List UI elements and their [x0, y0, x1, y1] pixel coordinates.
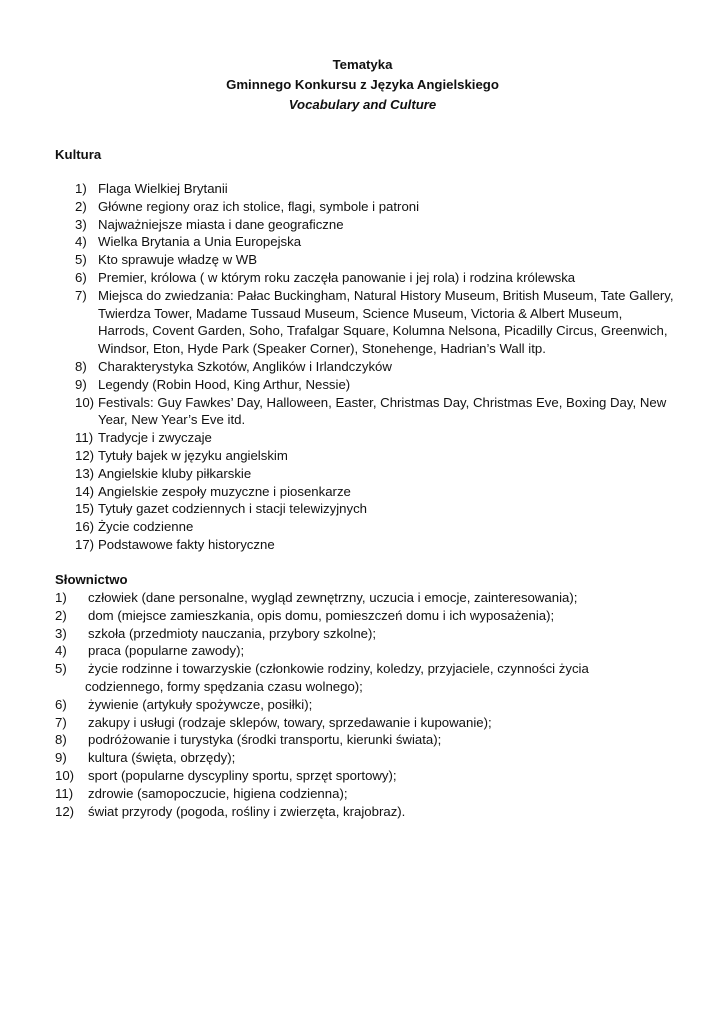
document-header [0, 55, 725, 115]
list-item [55, 625, 675, 643]
list-item-text: człowiek (dane personalne, wygląd zewnętrzny, uczucia i emocje, zainteresowania); [88, 590, 578, 605]
list-item-number: 7) [55, 714, 67, 730]
list-item-text: Tytuły gazet codziennych i stacji telewizyjnych [98, 501, 367, 517]
list-item [75, 536, 675, 554]
list-item-number: 5) [55, 661, 67, 677]
list-item-text: Legendy (Robin Hood, King Arthur, Nessie) [98, 376, 351, 392]
list-item-number: 1) [55, 590, 67, 605]
list-item [55, 696, 675, 714]
list-item [75, 376, 675, 394]
list-item [55, 731, 675, 749]
list-item [55, 749, 675, 767]
list-item [75, 198, 675, 216]
list-item [75, 287, 675, 358]
list-item [75, 233, 675, 251]
culture-list [75, 180, 675, 554]
list-item-number: 14) [75, 483, 95, 499]
vocabulary-list [55, 589, 675, 820]
list-item-number: 12) [55, 803, 75, 819]
list-item [55, 642, 675, 660]
list-item-text: praca (popularne zawody); [88, 643, 245, 659]
list-item [55, 660, 675, 696]
document-title: Tematyka [332, 57, 393, 72]
list-item-number: 3) [75, 216, 87, 232]
list-item-number: 10) [55, 767, 75, 783]
list-item-text: Charakterystyka Szkotów, Anglików i Irlandczyków [98, 358, 392, 374]
list-item-number: 12) [75, 447, 95, 463]
list-item-text: Flaga Wielkiej Brytanii [98, 181, 228, 196]
list-item-text: żywienie (artykuły spożywcze, posiłki); [88, 696, 313, 712]
list-item-number: 11) [55, 785, 74, 801]
list-item-number: 5) [75, 252, 87, 268]
list-item-number: 13) [75, 465, 95, 481]
list-item-number: 4) [55, 643, 67, 659]
list-item-text: sport (popularne dyscypliny sportu, sprzęt sportowy); [88, 767, 397, 783]
list-item-number: 16) [75, 519, 95, 535]
list-item-number: 2) [55, 607, 67, 623]
vocabulary-heading: Słownictwo [55, 572, 128, 587]
list-item-number: 15) [75, 501, 95, 517]
list-item-number: 4) [75, 234, 87, 250]
list-item [75, 465, 675, 483]
list-item-text: Główne regiony oraz ich stolice, flagi, symbole i patroni [98, 198, 420, 214]
list-item-text: Angielskie zespoły muzyczne i piosenkarze [98, 483, 351, 499]
list-item-number: 2) [75, 198, 87, 214]
list-item-text: Życie codzienne [98, 519, 194, 535]
list-item [55, 714, 675, 732]
document-subtitle: Gminnego Konkursu z Języka Angielskiego [226, 77, 499, 92]
list-item-number: 3) [55, 625, 67, 641]
list-item-text: Premier, królowa ( w którym roku zaczęła panowanie i jej rola) i rodzina królewska [98, 269, 576, 285]
list-item [75, 394, 675, 430]
list-item-number: 8) [55, 732, 67, 748]
list-item-text: zdrowie (samopoczucie, higiena codzienna); [88, 785, 348, 801]
list-item [75, 429, 675, 447]
list-item-text: Tradycje i zwyczaje [98, 430, 212, 446]
list-item-number: 17) [75, 536, 95, 552]
list-item [75, 518, 675, 536]
list-item [75, 500, 675, 518]
list-item-text: dom (miejsce zamieszkania, opis domu, pomieszczeń domu i ich wyposażenia); [88, 607, 555, 623]
list-item-number: 10) [75, 394, 95, 410]
document-subtitle-italic: Vocabulary and Culture [288, 97, 437, 112]
list-item-text: Kto sprawuje władzę w WB [98, 252, 258, 268]
list-item [55, 785, 675, 803]
list-item [55, 767, 675, 785]
list-item [75, 216, 675, 234]
list-item-text-continuation: codziennego, formy spędzania czasu wolnego); [85, 678, 363, 694]
culture-heading: Kultura [55, 147, 102, 162]
list-item-text: Festivals: Guy Fawkes’ Day, Halloween, Easter, Christmas Day, Christmas Eve, Boxing Day, New Year, New Year’s Eve itd. [98, 394, 667, 428]
list-item-text: Tytuły bajek w języku angielskim [98, 447, 288, 463]
list-item-text: zakupy i usługi (rodzaje sklepów, towary, sprzedawanie i kupowanie); [88, 714, 492, 730]
list-item-text: podróżowanie i turystyka (środki transportu, kierunki świata); [88, 732, 442, 748]
list-item-text: Wielka Brytania a Unia Europejska [98, 234, 302, 250]
list-item [75, 180, 675, 198]
list-item-number: 6) [55, 696, 67, 712]
list-item-text: Angielskie kluby piłkarskie [98, 465, 252, 481]
list-item-text: Podstawowe fakty historyczne [98, 536, 275, 552]
list-item [75, 251, 675, 269]
list-item-number: 8) [75, 358, 87, 374]
list-item-text: życie rodzinne i towarzyskie (członkowie rodziny, koledzy, przyjaciele, czynności życia [88, 661, 589, 677]
list-item [55, 803, 675, 821]
list-item-number: 7) [75, 287, 87, 303]
list-item [55, 589, 675, 607]
list-item-number: 11) [75, 430, 94, 446]
list-item-text: świat przyrody (pogoda, rośliny i zwierzęta, krajobraz). [88, 803, 406, 819]
list-item-number: 9) [75, 376, 87, 392]
list-item-text: Miejsca do zwiedzania: Pałac Buckingham, Natural History Museum, British Museum, Tate Gallery, Twierdza Tower, Madame Tussaud Museum, Science Museum, Victoria & Albert Museum, Harrods, Covent Garden, Soho, Trafalgar Square, Kolumna Nelsona, Picadilly Circus, Greenwich, Windsor, Eton, Hyde Park (Speaker Corner), Stonehenge, Hadrian’s Wall itp. [98, 287, 674, 357]
list-item-number: 9) [55, 750, 67, 766]
list-item-text: Najważniejsze miasta i dane geograficzne [98, 216, 344, 232]
list-item-number: 1) [75, 181, 87, 196]
list-item [75, 447, 675, 465]
list-item [75, 358, 675, 376]
list-item-number: 6) [75, 269, 87, 285]
list-item-text: kultura (święta, obrzędy); [88, 750, 236, 766]
list-item [75, 483, 675, 501]
list-item-text: szkoła (przedmioty nauczania, przybory szkolne); [88, 625, 377, 641]
list-item [55, 607, 675, 625]
list-item [75, 269, 675, 287]
